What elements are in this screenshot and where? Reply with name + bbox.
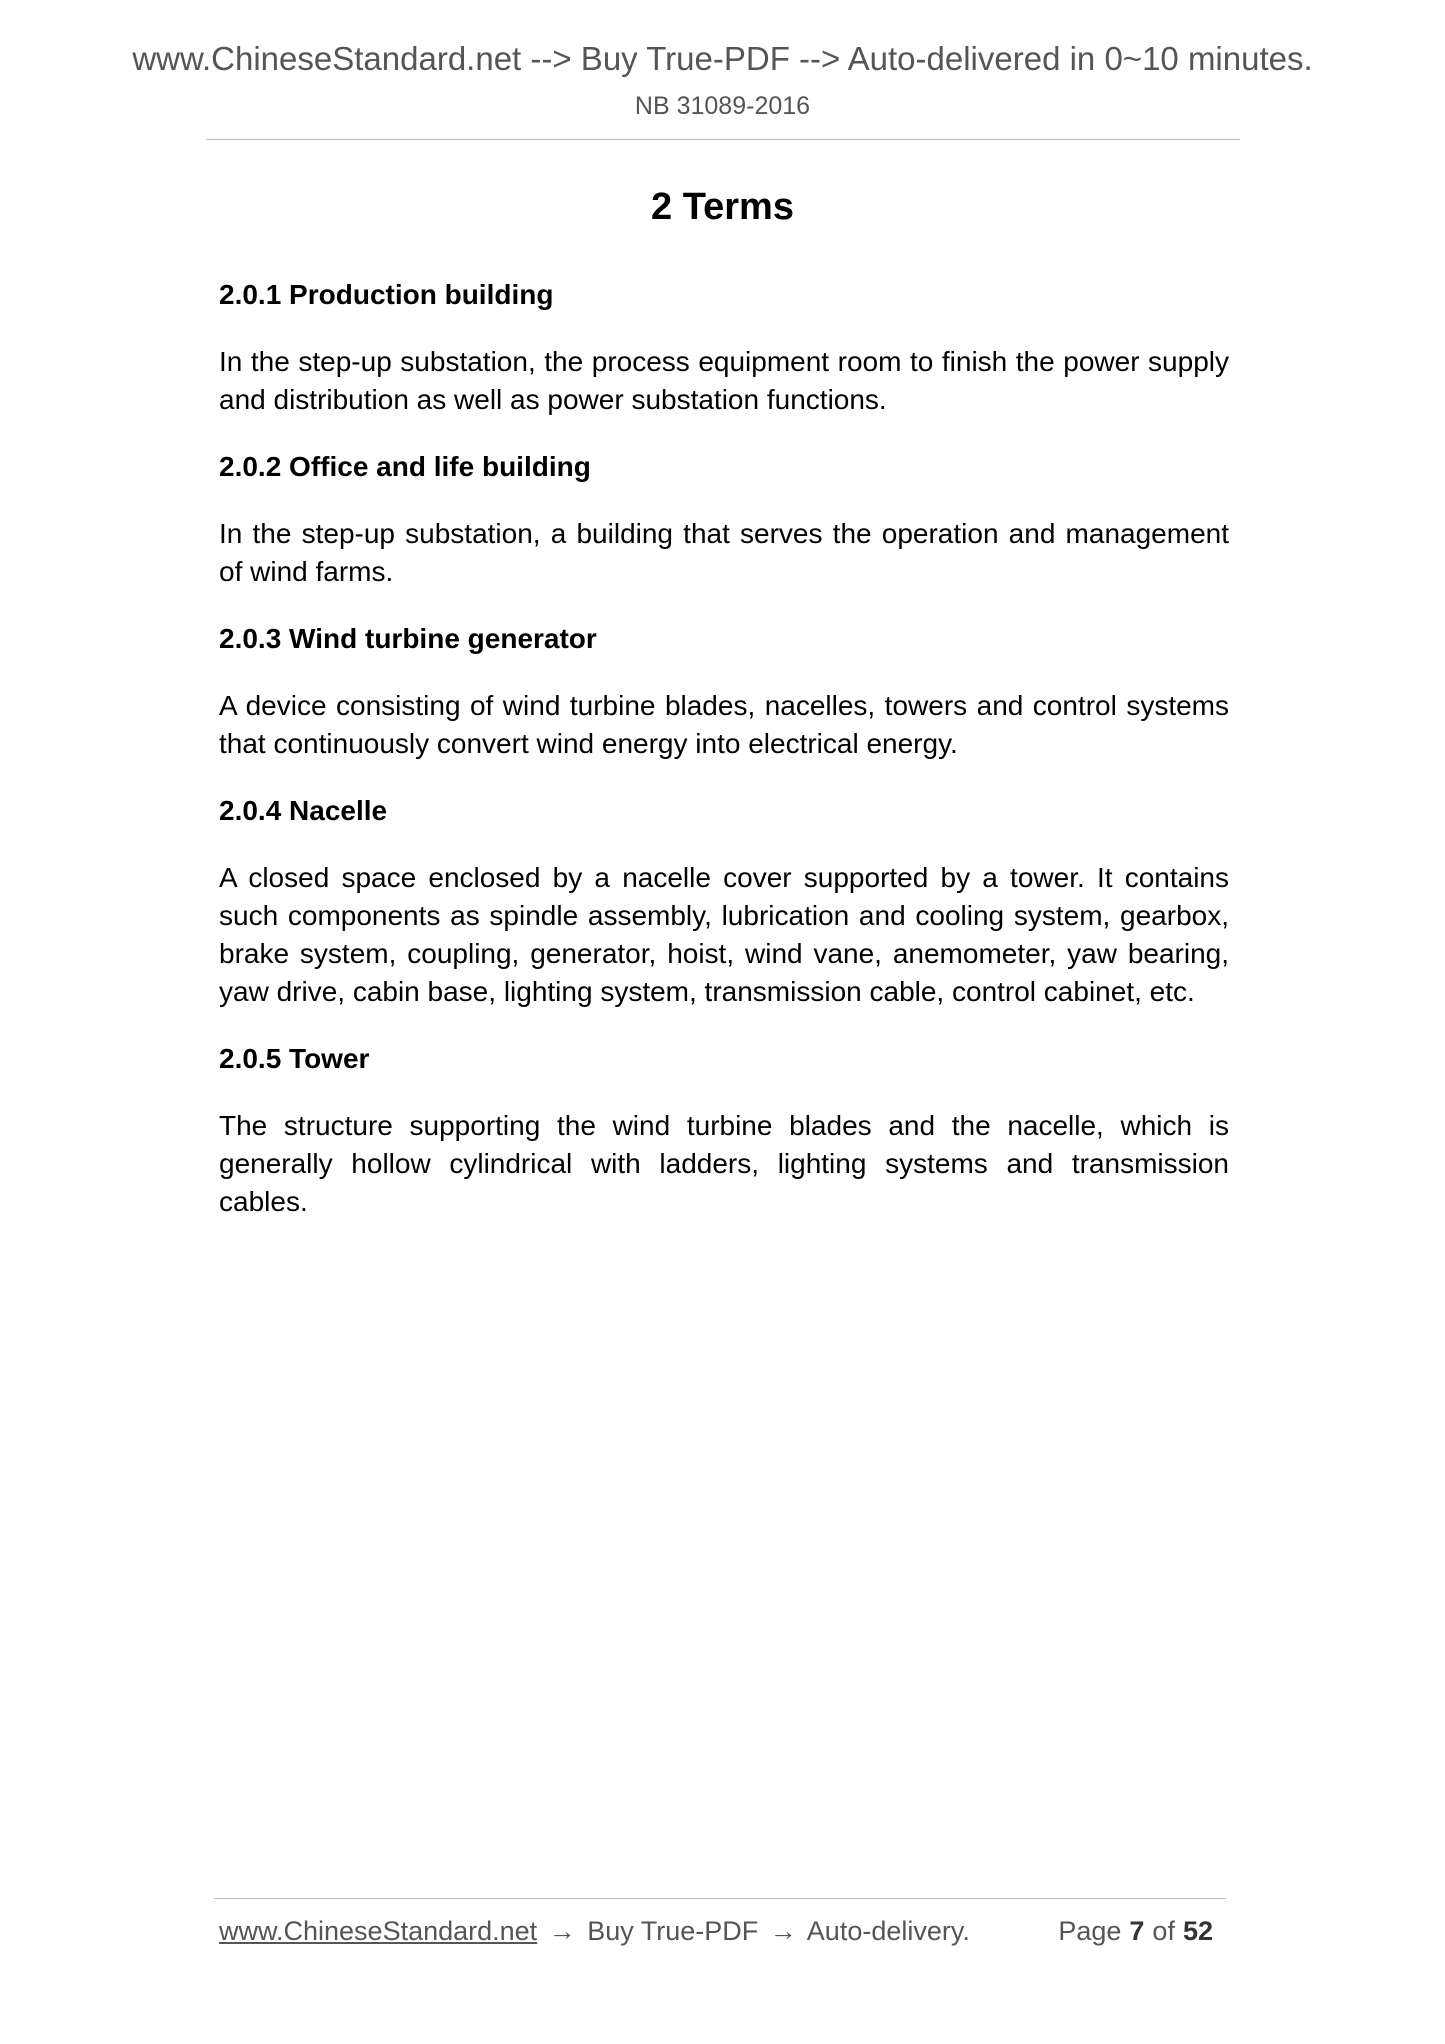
page-indicator [1058, 1916, 1221, 1947]
term-definition-production-building: In the step-up substation, the process equipment room to finish the power supply and distribution as well as power substation functions. [219, 346, 1229, 415]
page-total: 52 [1182, 1916, 1213, 1946]
page-current: 7 [1129, 1916, 1145, 1946]
term-heading-production-building: 2.0.1 Production building [219, 279, 554, 310]
top-banner: www.ChineseStandard.net --> Buy True-PDF --> Auto-delivered in 0~10 minutes. [132, 40, 1313, 77]
term-definition-office-life-building: In the step-up substation, a building that serves the operation and management of wind farms. [219, 518, 1229, 587]
document-code: NB 31089-2016 [634, 92, 811, 120]
footer-site-link[interactable]: www.ChineseStandard.net [219, 1916, 538, 1946]
term-heading-tower: 2.0.5 Tower [219, 1043, 370, 1074]
footer-promo [219, 1916, 970, 1947]
header-divider [206, 139, 1240, 140]
footer-buy-text: Buy True-PDF [587, 1916, 759, 1946]
footer-delivery-text: Auto-delivery. [806, 1916, 970, 1946]
terms-content [219, 276, 1229, 1250]
chapter-title: 2 Terms [651, 186, 794, 228]
right-arrow-icon: → [548, 1916, 576, 1946]
term-heading-office-life-building: 2.0.2 Office and life building [219, 451, 591, 482]
term-definition-nacelle: A closed space enclosed by a nacelle cover supported by a tower. It contains such components as spindle assembly, lubrication and cooling system, gearbox, brake system, coupling, generator, hoist, wind vane, anemometer, yaw bearing, yaw drive, cabin base, lighting system, transmission cable, control cabinet, etc. [219, 862, 1229, 1007]
page-label: Page [1058, 1916, 1122, 1946]
term-heading-nacelle: 2.0.4 Nacelle [219, 795, 388, 826]
term-definition-wind-turbine-generator: A device consisting of wind turbine blades, nacelles, towers and control systems that continuously convert wind energy into electrical energy. [219, 690, 1229, 759]
footer-divider [214, 1898, 1226, 1899]
right-arrow-icon: → [769, 1916, 797, 1946]
term-definition-tower: The structure supporting the wind turbine blades and the nacelle, which is generally hollow cylindrical with ladders, lighting systems and transmission cables. [219, 1110, 1229, 1217]
of-label: of [1152, 1916, 1175, 1946]
term-heading-wind-turbine-generator: 2.0.3 Wind turbine generator [219, 623, 597, 654]
